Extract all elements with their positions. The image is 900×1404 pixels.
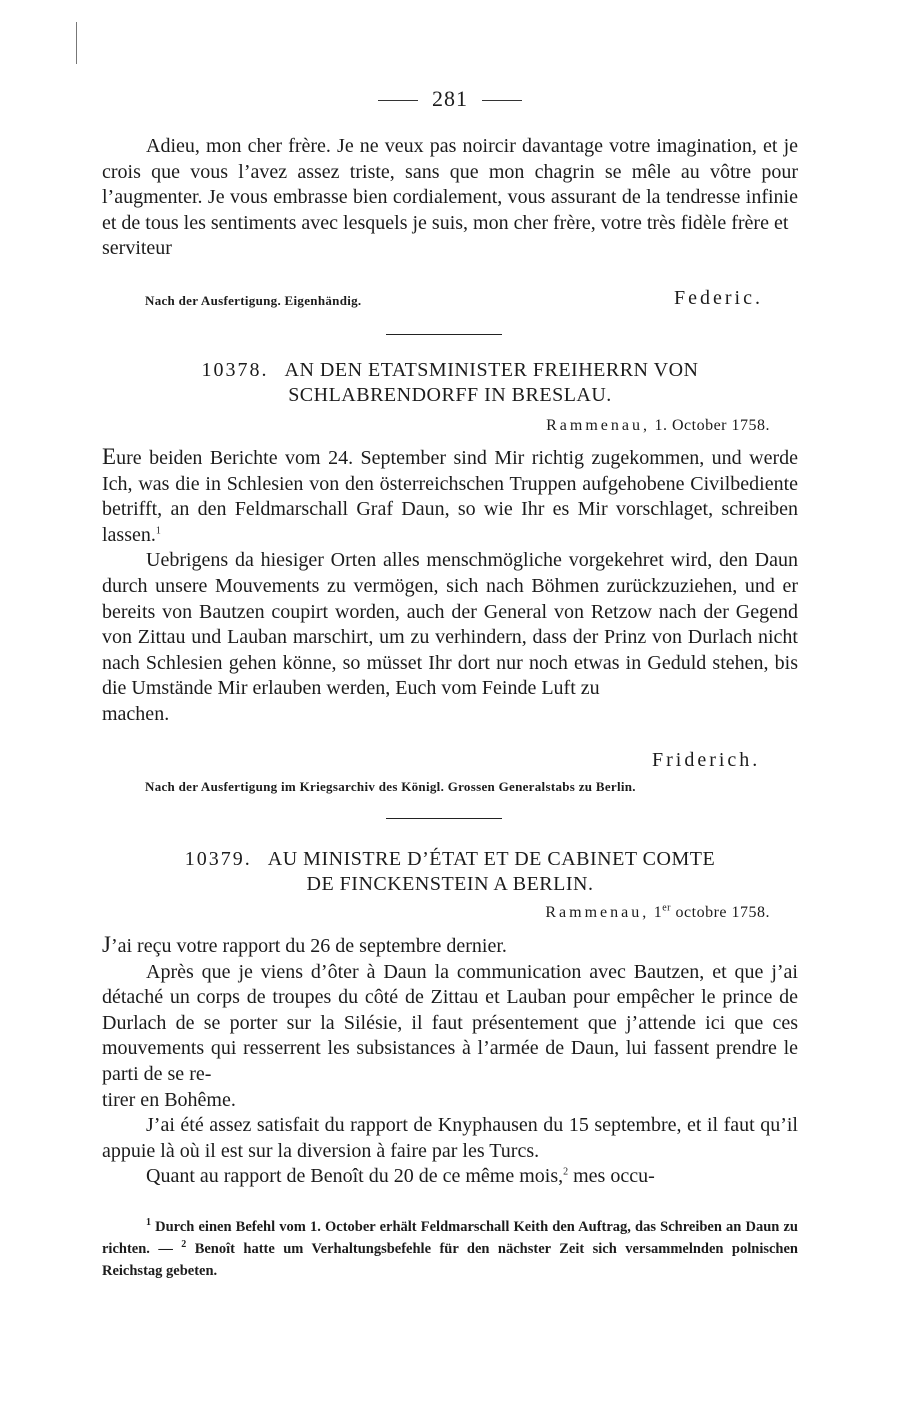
footnote-text-1: Durch einen Befehl vom 1. October erhält Feldmarschall Keith den Auftrag, das Schreiben an Daun zu richten. — [102, 1219, 798, 1257]
letter-10379-date-rest: octobre 1758. [675, 904, 770, 921]
letter-10379-para1 [102, 932, 798, 960]
letter-10379-para4-text-a: Quant au rapport de Benoît du 20 de ce même mois, [146, 1165, 564, 1188]
footnote-number-2: 2 [181, 1239, 187, 1251]
footnote-text-2: Benoît hatte um Verhaltungsbefehle für den nächster Zeit sich versammelnden polnischen Reichstag gebeten. [102, 1241, 798, 1279]
letter-10378-dateline [546, 417, 770, 435]
footnote-ref-2: 2 [563, 1166, 569, 1178]
footnote-number-1: 1 [146, 1217, 151, 1229]
letter-10379-number: 10379. [184, 848, 252, 870]
letter-10379-date-day: 1 [653, 904, 663, 921]
letter-10379-heading [102, 847, 798, 897]
letter-10379-dateline [545, 904, 770, 922]
margin-mark [76, 22, 77, 64]
letter-10378-initial: E [102, 444, 117, 469]
letter-10378-number: 10378. [201, 359, 269, 381]
letter-10378-heading-line1: AN DEN ETATSMINISTER FREIHERRN VON [284, 359, 699, 381]
footnote [102, 1216, 798, 1282]
letter-10379-para2: Après que je viens d’ôter à Daun la communication avec Bautzen, et que j’ai détaché un corps de troupes du côté de Zittau et Lauban pour empêcher le prince de Durlach de se porter sur la Silésie, il faut présentement que j’attende ici que ces mouvements qui resserrent les subsistances à l’armée de Daun, lui fassent prendre le parti de se re- [102, 960, 798, 1085]
letter-10379-para2-last: tirer en Bohême. [102, 1088, 236, 1111]
page-number-dash-right [482, 100, 522, 101]
letter-10379-initial: J [102, 932, 111, 957]
letter-10379-para3: J’ai été assez satisfait du rapport de Knyphausen du 15 septembre, et il faut qu’il appuie là où il est sur la diversion à faire par les Turcs. [102, 1114, 798, 1162]
letter-10378-signature: Friderich. [652, 749, 761, 771]
letter-10379-body [102, 932, 798, 1190]
letter-10379-heading-line2: DE FINCKENSTEIN A BERLIN. [306, 873, 594, 895]
letter-10378-date-place: Rammenau, [546, 417, 650, 434]
letter-10378-para2: Uebrigens da hiesiger Orten alles menschmögliche vorgekehret wird, den Daun durch unsere Mouvements zu vermögen, sich nach Böhmen zurückzuziehen, und er bereits von Bautzen coupirt worden, auch der General von Retzow nach der Gegend von Zittau und Lauban marschirt, um zu verhindern, dass der Prinz von Durlach nicht nach Schlesien gehen könne, so müsset Ihr dort nur noch etwas in Geduld stehen, bis die Umstände Mir erlauben werden, Euch vom Feinde Luft zu [102, 549, 798, 700]
footnotes [102, 1216, 798, 1282]
letter-10378-para1 [102, 444, 798, 548]
footnote-ref-1: 1 [155, 525, 161, 537]
closing-letter-source: Nach der Ausfertigung. Eigenhändig. [145, 293, 362, 308]
letter-10379-para1-text: ’ai reçu votre rapport du 26 de septembre dernier. [110, 935, 507, 957]
letter-10379-para4-text-b: mes occu- [568, 1165, 655, 1188]
letter-10378-date: 1. October 1758. [654, 417, 770, 434]
letter-10378-body [102, 444, 798, 728]
page-number-line [0, 86, 900, 112]
letter-10378-para2-last: machen. [102, 702, 170, 725]
closing-letter-text: Adieu, mon cher frère. Je ne veux pas noircir davantage votre imagination, et je crois que vous l’avez assez triste, sans que mon chagrin se mêle au vôtre pour l’augmenter. Je vous embrasse bien cordialement, vous assurant de la tendresse infinie et de tous les sentiments avec lesquels je suis, mon cher frère, votre très fidèle frère et [102, 135, 798, 234]
closing-letter-signature: Federic. [674, 287, 763, 309]
page-number-dash-left [378, 100, 418, 101]
letter-10378-para1-text: ure beiden Berichte vom 24. September sind Mir richtig zugekommen, und werde Ich, was die in Schlesien von den österreichschen Truppen aufgehobene Civilbediente betrifft, an den Feldmarschall Graf Daun, so wie Ihr es Mir vorschlaget, schreiben lassen. [102, 447, 798, 546]
closing-letter-last-line: serviteur [102, 237, 172, 260]
letter-10378-heading-line2: SCHLABRENDORFF IN BRESLAU. [288, 384, 612, 406]
section-divider [386, 334, 502, 335]
page-number: 281 [432, 86, 468, 111]
letter-10378-source: Nach der Ausfertigung im Kriegsarchiv des Königl. Grossen Generalstabs zu Berlin. [145, 779, 636, 794]
letter-10379-heading-line1: AU MINISTRE D’ÉTAT ET DE CABINET COMTE [267, 848, 716, 870]
letter-10378-heading [102, 358, 798, 408]
closing-letter [102, 134, 798, 262]
section-divider [386, 818, 502, 819]
letter-10379-date-place: Rammenau, [545, 904, 650, 921]
letter-10379-date-sup: er [662, 902, 672, 914]
letter-10379-para4 [102, 1164, 798, 1190]
